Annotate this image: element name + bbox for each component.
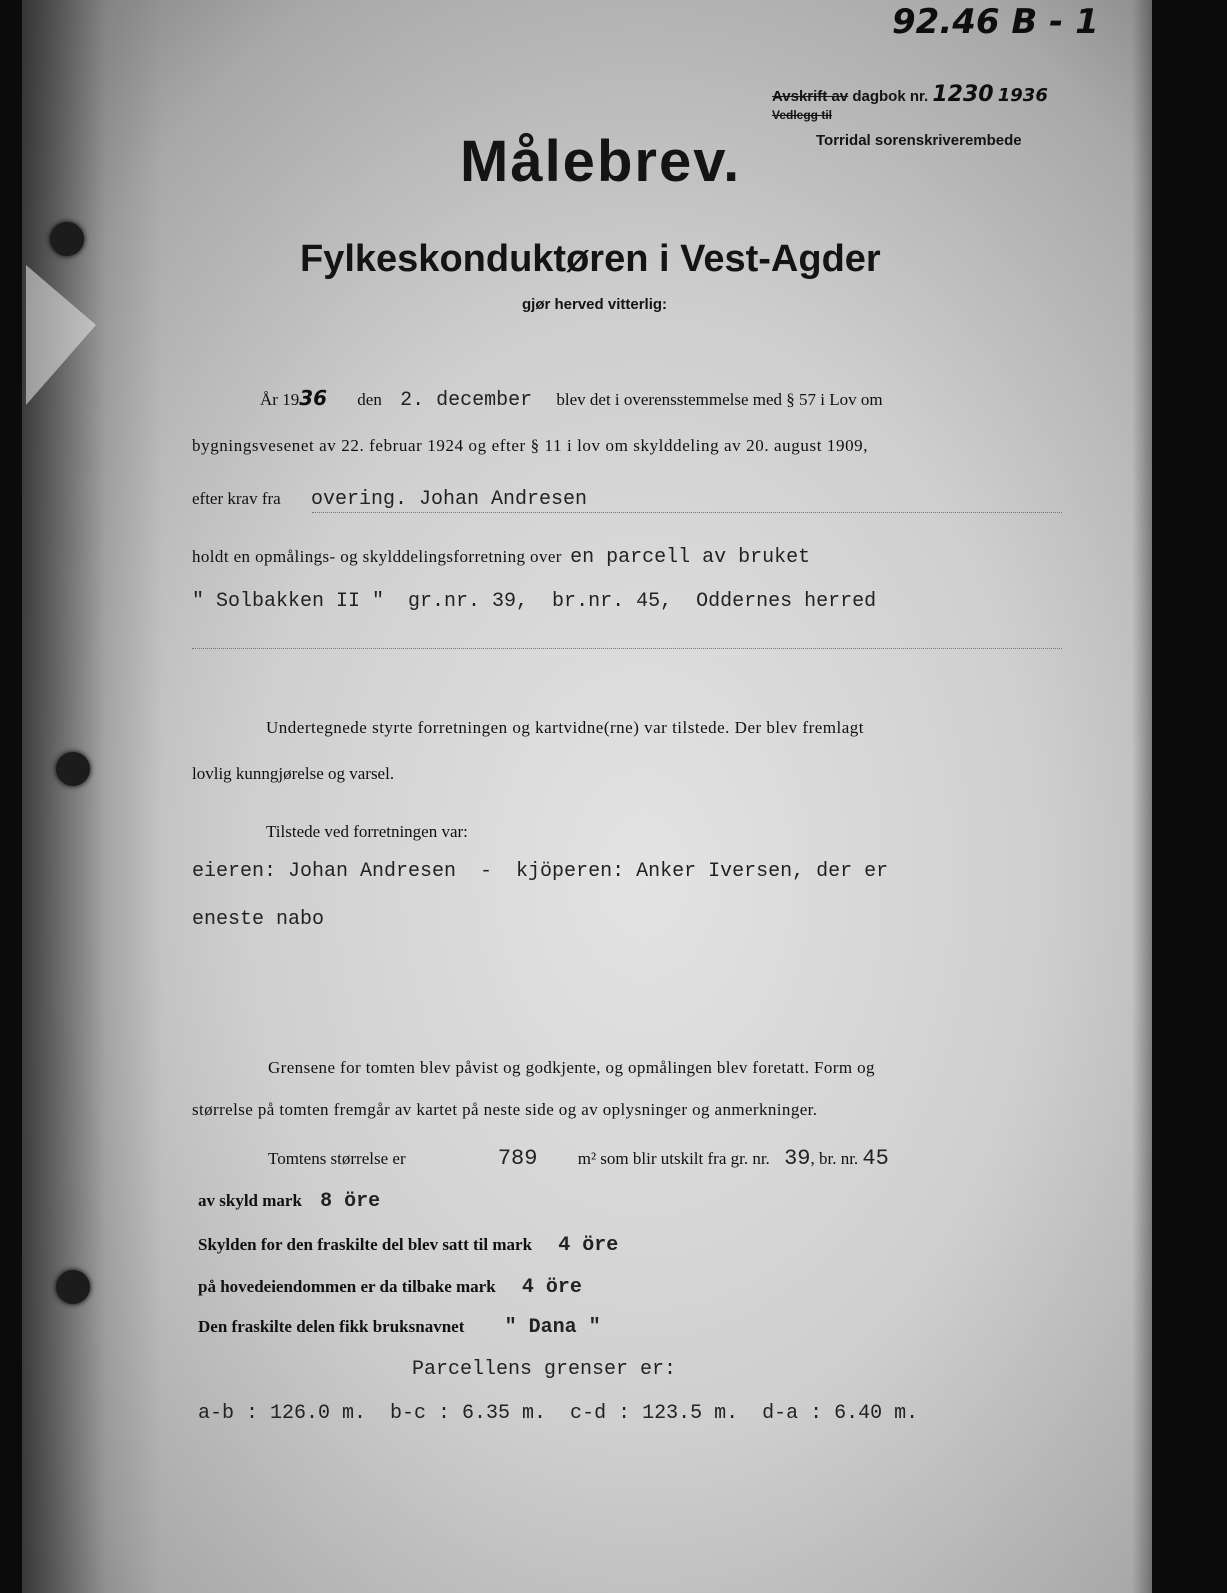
para1-line1-rest: blev det i overensstemmelse med § 57 i Lov om: [556, 390, 883, 409]
stamp-avskrift: Avskrift av: [772, 88, 849, 105]
para2-line1: Undertegnede styrte forretningen og kartvidne(rne) var tilstede. Der blev fremlagt: [266, 718, 864, 737]
skyld-line2-label: Skylden for den fraskilte del blev satt til mark: [198, 1235, 533, 1254]
size-value: 789: [497, 1146, 538, 1171]
tagline: gjør herved vitterlig:: [522, 296, 668, 313]
den-label: den: [357, 390, 382, 409]
skyld-line4: [198, 1316, 601, 1339]
forretning-label: holdt en opmålings- og skylddelingsforretning over: [192, 547, 562, 566]
para1-line5: " Solbakken II " gr.nr. 39, br.nr. 45, Oddernes herred: [192, 590, 877, 613]
punch-hole-bottom: [56, 1270, 90, 1304]
date-value: 2. december: [400, 389, 533, 412]
skyld-line4-value: " Dana ": [504, 1316, 601, 1339]
para2-line2: lovlig kunngjørelse og varsel.: [192, 764, 395, 783]
stamp-dagbok-label: dagbok nr.: [852, 88, 929, 105]
para3-line2: eneste nabo: [192, 908, 325, 931]
archive-reference: 92.46 B - 1: [892, 2, 1099, 42]
krav-label: efter krav fra: [192, 489, 281, 508]
page-subtitle: Fylkeskonduktøren i Vest-Agder: [300, 238, 881, 280]
para1-line4: [192, 546, 810, 569]
para3-line1: eieren: Johan Andresen - kjöperen: Anker Iversen, der er: [192, 860, 889, 883]
punch-hole-middle: [56, 752, 90, 786]
document-page: [22, 0, 1152, 1593]
size-grnr: 39: [784, 1146, 811, 1171]
left-edge-shadow: [22, 0, 162, 1593]
para1-line1: [260, 386, 883, 412]
skyld-line4-label: Den fraskilte delen fikk bruksnavnet: [198, 1317, 465, 1336]
para1-line3: [192, 488, 587, 511]
krav-value: overing. Johan Andresen: [310, 488, 588, 511]
skyld-line3: [198, 1276, 582, 1299]
page-title: Målebrev.: [460, 129, 742, 194]
size-brnr: 45: [862, 1146, 889, 1171]
stamp-line-1: [772, 82, 1048, 107]
skyld-line1-label: av skyld mark: [198, 1191, 302, 1210]
para4-line2: størrelse på tomten fremgår av kartet på neste side og av oplysninger og anmerkninger.: [192, 1100, 818, 1119]
forretning-value: en parcell av bruket: [570, 546, 811, 569]
krav-dotted-line: [312, 512, 1062, 513]
size-label: Tomtens størrelse er: [268, 1149, 406, 1168]
stamp-dagbok-number: 1230: [932, 82, 994, 107]
para4-line1: Grensene for tomten blev påvist og godkjente, og opmålingen blev foretatt. Form og: [268, 1058, 875, 1077]
para1-line2: bygningsvesenet av 22. februar 1924 og efter § 11 i lov om skylddeling av 20. august 1909,: [192, 436, 869, 455]
stamp-vedlegg: Vedlegg til: [772, 108, 833, 122]
para3-heading: Tilstede ved forretningen var:: [266, 822, 468, 841]
skyld-line2: [198, 1234, 618, 1257]
punch-hole-top: [50, 222, 84, 256]
bounds-line: a-b : 126.0 m. b-c : 6.35 m. c-d : 123.5 m. d-a : 6.40 m.: [198, 1402, 919, 1425]
blank-dotted-line: [192, 648, 1062, 649]
size-unit-text: m² som blir utskilt fra gr. nr.: [577, 1149, 770, 1168]
year-prefix: År 19: [260, 390, 300, 409]
torn-fold: [26, 265, 96, 405]
skyld-line1-value: 8 öre: [320, 1190, 381, 1213]
stamp-embede: Torridal sorenskriverembede: [816, 132, 1022, 149]
size-brnr-label: , br. nr.: [810, 1149, 859, 1168]
skyld-line3-value: 4 öre: [521, 1276, 582, 1299]
right-edge-shadow: [1132, 0, 1152, 1593]
skyld-line2-value: 4 öre: [558, 1234, 619, 1257]
skyld-line1: [198, 1190, 380, 1213]
size-line: [268, 1146, 889, 1171]
year-suffix: 36: [299, 386, 328, 410]
skyld-line3-label: på hovedeiendommen er da tilbake mark: [198, 1277, 496, 1296]
stamp-year: 1936: [997, 85, 1048, 106]
bounds-heading: Parcellens grenser er:: [412, 1358, 677, 1381]
